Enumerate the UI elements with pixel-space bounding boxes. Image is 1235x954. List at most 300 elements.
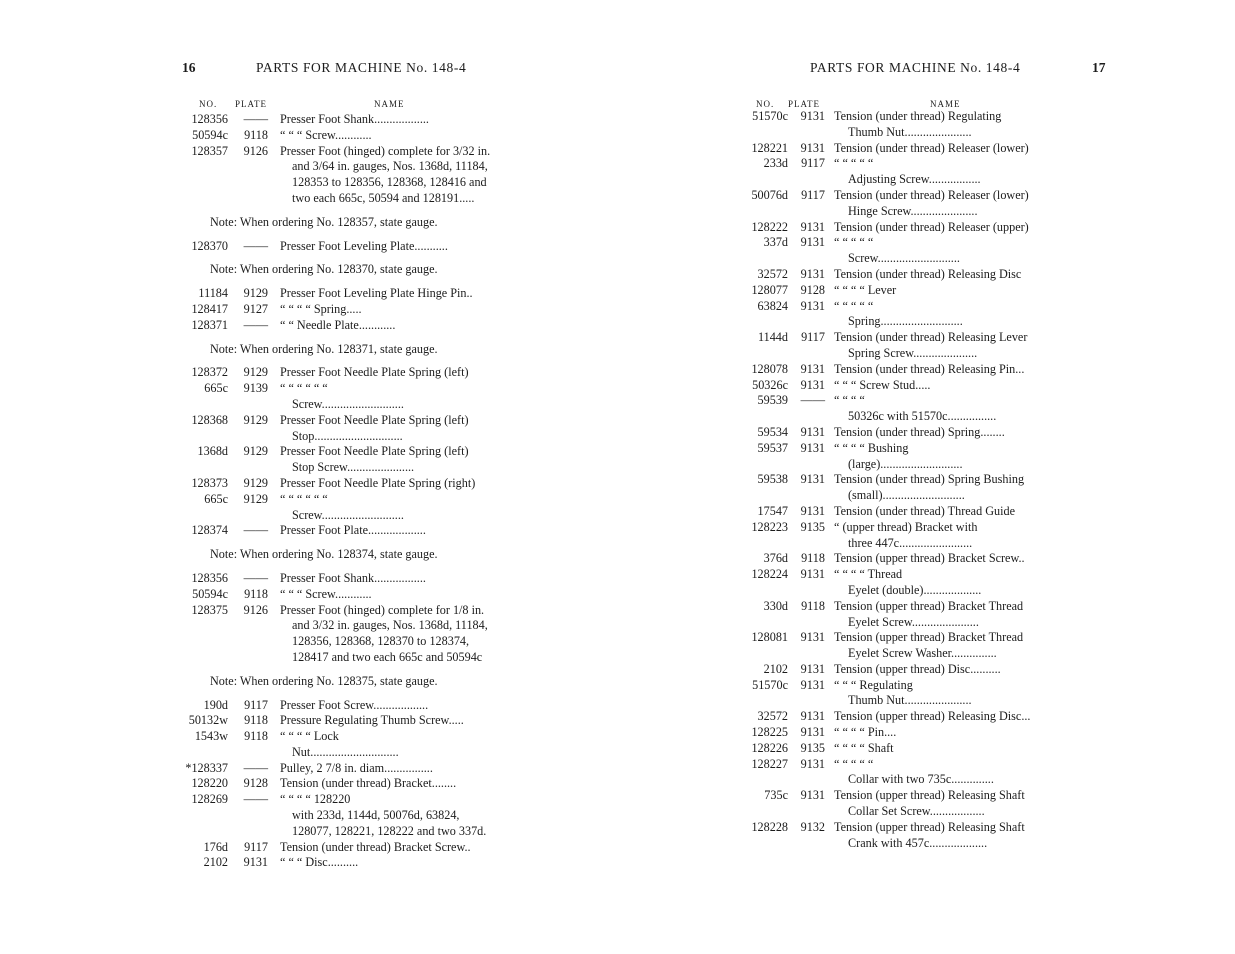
part-name: Tension (upper thread) Releasing Disc... (834, 709, 1031, 724)
plate-number: 9135 (800, 740, 825, 755)
note-line (178, 262, 523, 278)
part-row (178, 523, 523, 539)
part-number: 665c (204, 491, 228, 506)
plate-number: 9129 (243, 475, 268, 490)
plate-number: 9131 (800, 788, 825, 803)
part-number: 176d (203, 839, 228, 854)
part-number: 128224 (751, 567, 788, 582)
part-number: 128417 (191, 301, 228, 316)
continuation-line (738, 836, 1118, 852)
continuation-line (178, 159, 523, 175)
plate-number: —— (800, 393, 825, 408)
plate-number: 9131 (800, 440, 825, 455)
note-line (178, 215, 523, 231)
continuation-line (738, 488, 1118, 504)
part-row (178, 302, 523, 318)
page-header: PARTS FOR MACHINE No. 148-4 (256, 60, 467, 75)
part-row (178, 587, 523, 603)
part-name: “ “ “ “ “ (834, 756, 874, 771)
page-number: 17 (1092, 60, 1106, 75)
plate-number: 9131 (800, 725, 825, 740)
part-name: Tension (under thread) Releaser (lower) (834, 140, 1029, 155)
part-name: Tension (upper thread) Releasing Shaft (834, 788, 1025, 803)
part-name-continuation: Eyelet Screw...................... (848, 614, 979, 629)
plate-number: 9131 (800, 472, 825, 487)
part-number: 17547 (757, 503, 788, 518)
part-name-continuation: Thumb Nut...................... (848, 693, 972, 708)
part-name: Presser Foot Needle Plate Spring (left) (280, 444, 469, 459)
continuation-line (178, 508, 523, 524)
part-name: “ “ “ “ 128220 (280, 792, 351, 807)
part-name-continuation: 128353 to 128356, 128368, 128416 and (292, 175, 487, 190)
part-name-continuation: Eyelet Screw Washer............... (848, 646, 997, 661)
plate-number: 9131 (800, 756, 825, 771)
note-line (178, 342, 523, 358)
part-row (178, 365, 523, 381)
part-row (738, 567, 1118, 583)
column-header-name: NAME (930, 99, 961, 109)
plate-number: 9131 (800, 298, 825, 313)
plate-number: 9128 (800, 282, 825, 297)
part-row (178, 492, 523, 508)
part-number: 51570c (752, 109, 788, 123)
plate-number: 9127 (243, 301, 268, 316)
part-name-continuation: Adjusting Screw................. (848, 172, 981, 187)
part-number: 50594c (192, 127, 228, 142)
part-number: 190d (203, 697, 228, 712)
plate-number: 9117 (244, 839, 268, 854)
part-number: 128372 (191, 365, 228, 380)
part-name: “ “ “ “ “ “ (280, 491, 328, 506)
part-row (738, 504, 1118, 520)
plate-number: —— (243, 760, 268, 775)
page-header: PARTS FOR MACHINE No. 148-4 (810, 60, 1021, 75)
part-number: 63824 (757, 298, 788, 313)
part-name: “ “ “ Screw Stud..... (834, 377, 931, 392)
part-row (178, 476, 523, 492)
continuation-line (738, 693, 1118, 709)
part-name-continuation: Collar Set Screw.................. (848, 804, 985, 819)
part-name: Presser Foot Needle Plate Spring (left) (280, 365, 469, 380)
part-number: 59537 (757, 440, 788, 455)
part-name: “ “ “ “ (834, 393, 865, 408)
part-row (178, 855, 523, 871)
part-name: Tension (upper thread) Disc.......... (834, 661, 1001, 676)
part-name-continuation: Screw........................... (292, 507, 404, 522)
plate-number: 9129 (243, 491, 268, 506)
plate-number: 9139 (243, 381, 268, 396)
part-name: Tension (upper thread) Bracket Thread (834, 630, 1024, 645)
part-number: 128077 (751, 282, 788, 297)
part-name: Presser Foot Screw.................. (280, 697, 429, 712)
part-number: 59534 (757, 424, 788, 439)
part-row (738, 156, 1118, 172)
part-row (178, 318, 523, 334)
plate-number: —— (243, 570, 268, 585)
part-number: 330d (763, 598, 788, 613)
part-row (178, 144, 523, 160)
part-row (738, 425, 1118, 441)
plate-number: 9118 (244, 729, 268, 744)
part-name-continuation: Thumb Nut...................... (848, 124, 972, 139)
part-name: Tension (upper thread) Bracket Thread (834, 598, 1024, 613)
part-name-continuation: Nut............................. (292, 744, 399, 759)
part-name-continuation: 128077, 128221, 128222 and two 337d. (292, 823, 487, 838)
part-name: “ “ “ “ “ “ (280, 381, 328, 396)
continuation-line (738, 346, 1118, 362)
part-row (178, 381, 523, 397)
part-name: “ “ “ “ “ (834, 235, 874, 250)
part-name: Tension (under thread) Bracket Screw.. (280, 839, 471, 854)
part-row (738, 757, 1118, 773)
part-name-continuation: Spring........................... (848, 314, 963, 329)
part-row (738, 551, 1118, 567)
part-number: 233d (763, 156, 788, 171)
part-name: “ “ “ “ Spring..... (280, 301, 362, 316)
part-number: 59538 (757, 472, 788, 487)
part-row (178, 840, 523, 856)
column-header-no: NO. (199, 99, 218, 109)
part-name: “ “ “ Screw............ (280, 127, 372, 142)
part-row (738, 662, 1118, 678)
plate-number: 9118 (801, 551, 825, 566)
plate-number: 9117 (801, 187, 825, 202)
ordering-note: Note: When ordering No. 128357, state gauge. (210, 214, 438, 229)
part-number: 1543w (194, 729, 228, 744)
part-name: Tension (under thread) Releaser (upper) (834, 219, 1029, 234)
part-number: 128373 (191, 475, 228, 490)
continuation-line (738, 536, 1118, 552)
part-row (178, 571, 523, 587)
part-number: 128228 (751, 819, 788, 834)
ordering-note: Note: When ordering No. 128371, state gauge. (210, 341, 438, 356)
part-row (738, 725, 1118, 741)
part-name: Pressure Regulating Thumb Screw..... (280, 713, 464, 728)
part-name-continuation: and 3/64 in. gauges, Nos. 1368d, 11184, (292, 159, 488, 174)
part-name-continuation: (small)........................... (848, 488, 965, 503)
part-name: Presser Foot (hinged) complete for 1/8 in. (280, 602, 485, 617)
part-row (178, 286, 523, 302)
part-name: Tension (upper thread) Releasing Shaft (834, 819, 1025, 834)
part-row (738, 678, 1118, 694)
continuation-line (178, 824, 523, 840)
part-name: Tension (under thread) Regulating (834, 109, 1002, 123)
part-number: 128227 (751, 756, 788, 771)
part-name-continuation: 128417 and two each 665c and 50594c (292, 649, 483, 664)
part-number: 2102 (763, 661, 788, 676)
part-number: 128225 (751, 725, 788, 740)
continuation-line (178, 460, 523, 476)
part-name: Presser Foot (hinged) complete for 3/32 in. (280, 143, 491, 158)
plate-number: 9129 (243, 365, 268, 380)
part-row (178, 761, 523, 777)
plate-number: 9128 (243, 776, 268, 791)
plate-number: 9131 (800, 219, 825, 234)
part-number: 128356 (191, 112, 228, 126)
part-number: 376d (763, 551, 788, 566)
plate-number: 9118 (801, 598, 825, 613)
plate-number: 9131 (800, 424, 825, 439)
part-name: “ “ Needle Plate............ (280, 317, 396, 332)
part-row (178, 444, 523, 460)
plate-number: —— (243, 792, 268, 807)
plate-number: 9126 (243, 602, 268, 617)
part-number: 128226 (751, 740, 788, 755)
part-name: Tension (under thread) Releasing Pin... (834, 361, 1025, 376)
part-name: Presser Foot Needle Plate Spring (right) (280, 475, 476, 490)
part-number: 50326c (752, 377, 788, 392)
part-name-continuation: Stop............................. (292, 428, 403, 443)
ordering-note: Note: When ordering No. 128375, state gauge. (210, 673, 438, 688)
part-name-continuation: 128356, 128368, 128370 to 128374, (292, 634, 470, 649)
part-number: 128368 (191, 412, 228, 427)
continuation-line (178, 429, 523, 445)
continuation-line (738, 409, 1118, 425)
part-name: Presser Foot Shank.................. (280, 112, 429, 126)
part-row (738, 362, 1118, 378)
ordering-note: Note: When ordering No. 128370, state gauge. (210, 262, 438, 277)
plate-number: 9117 (801, 156, 825, 171)
continuation-line (178, 618, 523, 634)
plate-number: 9118 (244, 713, 268, 728)
part-row (738, 299, 1118, 315)
part-row (178, 729, 523, 745)
note-line (178, 547, 523, 563)
plate-number: 9131 (800, 266, 825, 281)
part-number: 128220 (191, 776, 228, 791)
part-name: “ “ “ “ Bushing (834, 440, 909, 455)
parts-list (738, 109, 1118, 851)
part-row (738, 141, 1118, 157)
part-number: 337d (763, 235, 788, 250)
part-number: 50076d (751, 187, 788, 202)
plate-number: 9126 (243, 143, 268, 158)
part-row (738, 378, 1118, 394)
continuation-line (178, 191, 523, 207)
part-number: 735c (764, 788, 788, 803)
continuation-line (178, 634, 523, 650)
part-name: “ “ “ “ Lock (280, 729, 339, 744)
continuation-line (178, 808, 523, 824)
part-row (738, 709, 1118, 725)
part-row (738, 441, 1118, 457)
part-row (738, 820, 1118, 836)
part-name-continuation: Stop Screw...................... (292, 460, 415, 475)
plate-number: 9131 (800, 677, 825, 692)
part-name-continuation: Collar with two 735c.............. (848, 772, 994, 787)
part-row (178, 698, 523, 714)
part-number: 128223 (751, 519, 788, 534)
part-row (178, 603, 523, 619)
part-number: 128357 (191, 143, 228, 158)
part-number: 128370 (191, 238, 228, 253)
part-name-continuation: (large)........................... (848, 456, 963, 471)
plate-number: —— (243, 112, 268, 126)
part-row (178, 239, 523, 255)
part-name: Presser Foot Plate................... (280, 523, 426, 538)
part-row (178, 776, 523, 792)
part-name: “ “ “ “ Shaft (834, 740, 894, 755)
part-name: Pulley, 2 7/8 in. diam................ (280, 760, 433, 775)
part-name: Tension (under thread) Spring Bushing (834, 472, 1025, 487)
part-number: 128078 (751, 361, 788, 376)
part-number: 50132w (188, 713, 228, 728)
plate-number: —— (243, 523, 268, 538)
column-header-plate: PLATE (235, 99, 267, 109)
part-number: 128356 (191, 570, 228, 585)
part-name-continuation: with 233d, 1144d, 50076d, 63824, (292, 808, 460, 823)
part-row (738, 220, 1118, 236)
parts-list (178, 112, 523, 871)
plate-number: 9131 (800, 709, 825, 724)
part-name: “ “ “ “ “ (834, 298, 874, 313)
part-name: “ “ “ “ Pin.... (834, 725, 897, 740)
part-number: 1368d (197, 444, 228, 459)
continuation-line (738, 204, 1118, 220)
part-number: 2102 (203, 855, 228, 870)
part-name: Tension (under thread) Releasing Lever (834, 330, 1028, 345)
continuation-line (738, 125, 1118, 141)
part-name: “ “ “ Disc.......... (280, 855, 359, 870)
part-number: 128374 (191, 523, 228, 538)
column-header-no: NO. (756, 99, 775, 109)
plate-number: 9131 (800, 567, 825, 582)
part-name-continuation: and 3/32 in. gauges, Nos. 1368d, 11184, (292, 618, 488, 633)
part-name: Tension (under thread) Spring........ (834, 424, 1005, 439)
part-name-continuation: two each 665c, 50594 and 128191..... (292, 190, 475, 205)
part-row (178, 792, 523, 808)
part-name: Tension (under thread) Bracket........ (280, 776, 457, 791)
part-number: 11184 (198, 286, 228, 301)
part-name: “ “ “ “ Thread (834, 567, 903, 582)
part-name-continuation: Crank with 457c................... (848, 835, 988, 850)
plate-number: 9131 (800, 661, 825, 676)
part-row (738, 472, 1118, 488)
part-number: 50594c (192, 586, 228, 601)
continuation-line (738, 583, 1118, 599)
plate-number: 9118 (244, 127, 268, 142)
part-name-continuation: Spring Screw..................... (848, 345, 978, 360)
part-number: 665c (204, 381, 228, 396)
part-row (738, 630, 1118, 646)
continuation-line (738, 804, 1118, 820)
continuation-line (738, 314, 1118, 330)
part-row (738, 188, 1118, 204)
part-number: 128222 (751, 219, 788, 234)
part-name: Presser Foot Needle Plate Spring (left) (280, 412, 469, 427)
part-number: 128221 (751, 140, 788, 155)
part-name-continuation: three 447c........................ (848, 535, 973, 550)
part-row (738, 393, 1118, 409)
part-number: 59539 (757, 393, 788, 408)
part-name-continuation: Screw........................... (292, 396, 404, 411)
part-name: “ “ “ “ “ (834, 156, 874, 171)
part-name: Tension (upper thread) Bracket Screw.. (834, 551, 1025, 566)
page-number: 16 (182, 60, 196, 75)
continuation-line (178, 650, 523, 666)
plate-number: 9131 (800, 377, 825, 392)
part-name: “ “ “ “ Lever (834, 282, 897, 297)
part-row (738, 788, 1118, 804)
part-row (738, 599, 1118, 615)
continuation-line (738, 646, 1118, 662)
part-name: Tension (under thread) Releaser (lower) (834, 187, 1029, 202)
part-number: 32572 (757, 709, 788, 724)
part-number: 32572 (757, 266, 788, 281)
part-name-continuation: Screw........................... (848, 251, 960, 266)
part-row (178, 413, 523, 429)
part-name: “ “ “ Regulating (834, 677, 913, 692)
part-name: Tension (under thread) Thread Guide (834, 503, 1015, 518)
continuation-line (178, 175, 523, 191)
plate-number: 9131 (800, 361, 825, 376)
part-row (738, 330, 1118, 346)
part-number: 128371 (191, 317, 228, 332)
part-row (738, 283, 1118, 299)
part-name: Presser Foot Leveling Plate Hinge Pin.. (280, 286, 473, 301)
part-number: 51570c (752, 677, 788, 692)
part-number: 1144d (757, 330, 788, 345)
part-row (738, 235, 1118, 251)
column-header-plate: PLATE (788, 99, 820, 109)
plate-number: 9132 (800, 819, 825, 834)
continuation-line (738, 251, 1118, 267)
part-row (738, 741, 1118, 757)
part-name-continuation: 50326c with 51570c................ (848, 409, 997, 424)
continuation-line (738, 172, 1118, 188)
column-header-name: NAME (374, 99, 405, 109)
plate-number: 9118 (244, 586, 268, 601)
part-name: Tension (under thread) Releasing Disc (834, 266, 1022, 281)
plate-number: 9131 (800, 109, 825, 123)
continuation-line (738, 615, 1118, 631)
part-name: Presser Foot Shank................. (280, 570, 426, 585)
part-row (178, 713, 523, 729)
ordering-note: Note: When ordering No. 128374, state gauge. (210, 547, 438, 562)
part-number: 128081 (751, 630, 788, 645)
plate-number: 9131 (800, 630, 825, 645)
part-row (738, 267, 1118, 283)
continuation-line (178, 397, 523, 413)
continuation-line (178, 745, 523, 761)
plate-number: 9129 (243, 412, 268, 427)
part-name: “ “ “ Screw............ (280, 586, 372, 601)
plate-number: 9117 (801, 330, 825, 345)
plate-number: —— (243, 238, 268, 253)
note-line (178, 674, 523, 690)
part-name: “ (upper thread) Bracket with (834, 519, 978, 534)
plate-number: 9117 (244, 697, 268, 712)
plate-number: 9135 (800, 519, 825, 534)
part-name-continuation: Hinge Screw...................... (848, 203, 978, 218)
continuation-line (738, 457, 1118, 473)
part-number: 128375 (191, 602, 228, 617)
part-name: Presser Foot Leveling Plate........... (280, 238, 448, 253)
plate-number: —— (243, 317, 268, 332)
plate-number: 9131 (800, 503, 825, 518)
part-number: *128337 (185, 760, 228, 775)
part-row (738, 109, 1118, 125)
part-row (178, 128, 523, 144)
plate-number: 9131 (800, 235, 825, 250)
continuation-line (738, 772, 1118, 788)
part-row (738, 520, 1118, 536)
plate-number: 9131 (800, 140, 825, 155)
plate-number: 9131 (243, 855, 268, 870)
part-row (178, 112, 523, 128)
part-number: 128269 (191, 792, 228, 807)
plate-number: 9129 (243, 444, 268, 459)
